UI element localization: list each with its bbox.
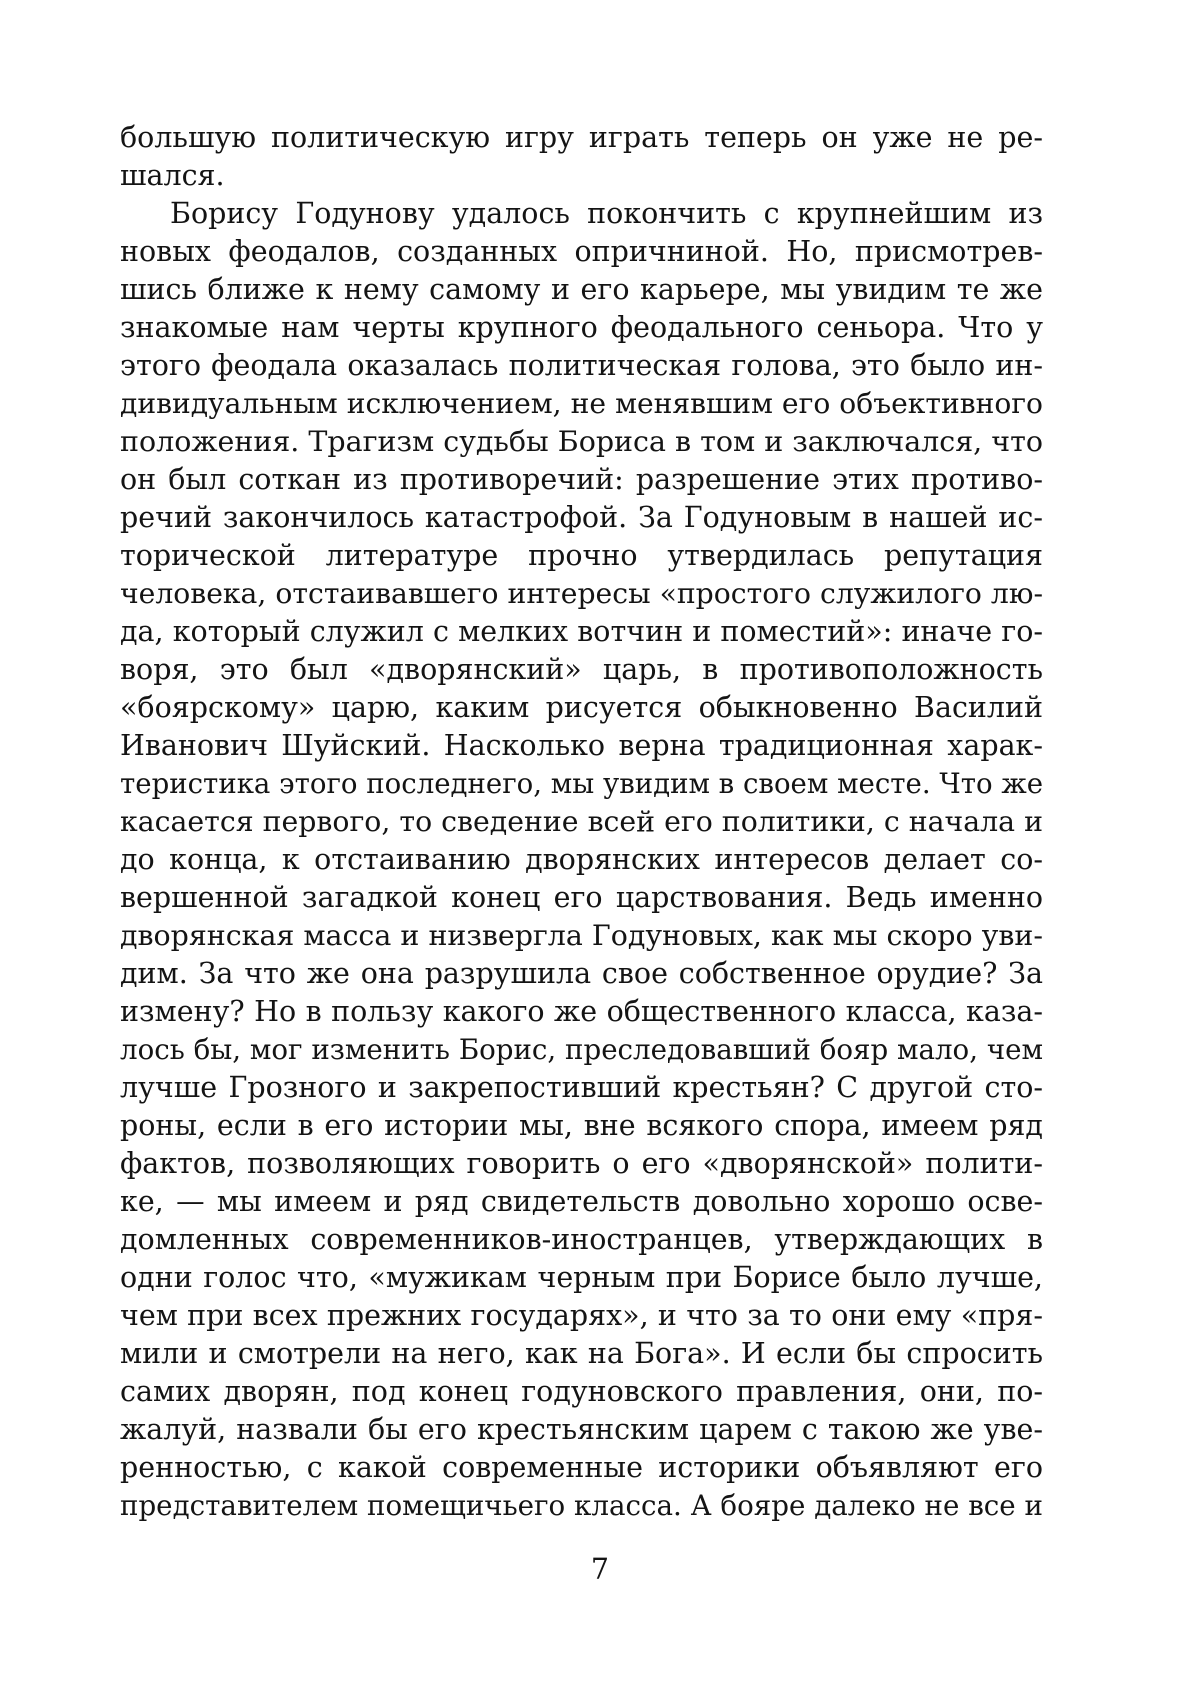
text-line: ренностью, с какой современные историки объявляют его xyxy=(120,1451,1043,1484)
text-line: этого феодала оказалась политическая голова, это было ин- xyxy=(120,349,1043,382)
text-line: шись ближе к нему самому и его карьере, мы увидим те же xyxy=(120,273,1043,306)
text-line: измену? Но в пользу какого же общественного класса, каза- xyxy=(120,995,1043,1028)
text-line: дворянская масса и низвергла Годуновых, как мы скоро уви- xyxy=(120,919,1043,952)
text-line: самих дворян, под конец годуновского правления, они, по- xyxy=(120,1375,1043,1408)
text-line: шался. xyxy=(120,159,225,192)
page-number: 7 xyxy=(590,1553,610,1586)
text-line: человека, отстаивавшего интересы «простого служилого лю- xyxy=(120,577,1043,610)
text-line: вершенной загадкой конец его царствования. Ведь именно xyxy=(120,881,1043,914)
text-line: Борису Годунову удалось покончить с крупнейшим из xyxy=(170,197,1043,230)
text-line: «боярскому» царю, каким рисуется обыкновенно Василий xyxy=(120,691,1043,724)
text-line: касается первого, то сведение всей его политики, с начала и xyxy=(120,805,1043,838)
text-line: лось бы, мог изменить Борис, преследовавший бояр мало, чем xyxy=(120,1033,1043,1066)
text-line: жалуй, назвали бы его крестьянским царем с такою же уве- xyxy=(120,1413,1043,1446)
text-line: знакомые нам черты крупного феодального сеньора. Что у xyxy=(120,311,1043,344)
text-line: торической литературе прочно утвердилась репутация xyxy=(120,539,1043,572)
text-line: фактов, позволяющих говорить о его «дворянской» полити- xyxy=(120,1147,1043,1180)
text-line: положения. Трагизм судьбы Бориса в том и заключался, что xyxy=(120,425,1043,458)
text-line: дивидуальным исключением, не менявшим его объективного xyxy=(120,387,1043,420)
text-line: роны, если в его истории мы, вне всякого спора, имеем ряд xyxy=(120,1109,1043,1142)
text-line: лучше Грозного и закрепостивший крестьян? С другой сто- xyxy=(120,1071,1043,1104)
text-line: одни голос что, «мужикам черным при Борисе было лучше, xyxy=(120,1261,1043,1294)
text-line: представителем помещичьего класса. А бояре далеко не все и xyxy=(120,1489,1043,1522)
body-text xyxy=(120,119,1043,1525)
text-line: большую политическую игру играть теперь он уже не ре- xyxy=(120,121,1043,154)
text-line: чем при всех прежних государях», и что за то они ему «пря- xyxy=(120,1299,1043,1332)
text-line: ке, — мы имеем и ряд свидетельств довольно хорошо осве- xyxy=(120,1185,1043,1218)
text-line: воря, это был «дворянский» царь, в противоположность xyxy=(120,653,1043,686)
text-line: мили и смотрели на него, как на Бога». И если бы спросить xyxy=(120,1337,1043,1370)
text-line: дим. За что же она разрушила свое собственное орудие? За xyxy=(120,957,1043,990)
text-line: речий закончилось катастрофой. За Годуновым в нашей ис- xyxy=(120,501,1043,534)
text-line: до конца, к отстаиванию дворянских интересов делает со- xyxy=(120,843,1043,876)
text-line: Иванович Шуйский. Насколько верна традиционная харак- xyxy=(120,729,1043,762)
text-line: теристика этого последнего, мы увидим в своем месте. Что же xyxy=(120,767,1044,800)
text-line: новых феодалов, созданных опричниной. Но, присмотрев- xyxy=(120,235,1043,268)
text-line: да, который служил с мелких вотчин и поместий»: иначе го- xyxy=(120,615,1043,648)
text-line: он был соткан из противоречий: разрешение этих противо- xyxy=(120,463,1043,496)
text-line: домленных современников-иностранцев, утверждающих в xyxy=(120,1223,1043,1256)
